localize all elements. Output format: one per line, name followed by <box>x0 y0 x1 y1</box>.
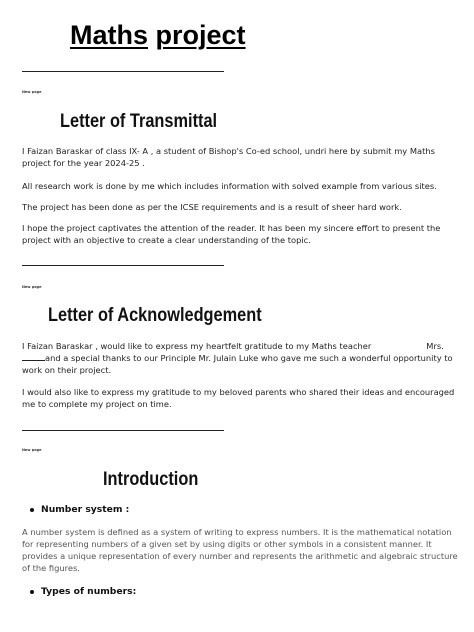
page-title <box>70 20 246 51</box>
acknowledgement-heading: Letter of Acknowledgement <box>48 305 262 326</box>
acknowledgement-paragraph-2: I would also like to express my gratitude to my beloved parents who shared their ideas and encouraged me to complete my project on time. <box>22 387 455 409</box>
acknowledgement-text-b: and a special thanks to our Principle Mr. Julain Luke who gave me such a wonderful opportunity to work on their project. <box>22 353 453 375</box>
new-page-label: New page <box>22 285 42 289</box>
types-of-numbers-label: Types of numbers: <box>41 586 137 597</box>
divider-rule <box>22 430 224 431</box>
bullet-icon <box>30 590 34 594</box>
transmittal-paragraph-4: I hope the project captivates the attention of the reader. It has been my sincere effort to present the project with an objective to create a clear understanding of the topic. <box>22 223 441 245</box>
transmittal-paragraph-1: I Faizan Baraskar of class IX- A , a student of Bishop's Co-ed school, undri here by submit my Maths project for the year 2024-25 . <box>22 146 435 168</box>
transmittal-paragraph-2: All research work is done by me which includes information with solved example from various sites. <box>22 181 437 191</box>
new-page-label: New page <box>22 90 42 94</box>
transmittal-paragraph-3: The project has been done as per the ICSE requirements and is a result of sheer hard work. <box>22 202 402 212</box>
new-page-label: New page <box>22 448 42 452</box>
title-word-project: project <box>155 20 246 50</box>
acknowledgement-paragraph-1 <box>22 340 458 376</box>
divider-rule <box>22 265 224 266</box>
acknowledgement-text-a: I Faizan Baraskar , would like to express my heartfelt gratitude to my Maths teacher <box>22 341 372 351</box>
introduction-heading: Introduction <box>103 469 199 490</box>
teacher-name-blank <box>22 353 45 361</box>
bullet-icon <box>30 508 34 512</box>
number-system-label: Number system : <box>41 504 130 515</box>
introduction-paragraph-1: A number system is defined as a system of writing to express numbers. It is the mathematical notation for representing numbers of a given set by using digits or other symbols in a consistent manner. It provides a unique representation of every number and represents the arithmetic and algebraic structure of the figures. <box>22 527 458 573</box>
teacher-salutation: Mrs. <box>426 341 444 351</box>
title-word-maths: Maths <box>70 20 149 50</box>
divider-rule <box>22 71 224 72</box>
transmittal-heading: Letter of Transmittal <box>60 111 218 132</box>
